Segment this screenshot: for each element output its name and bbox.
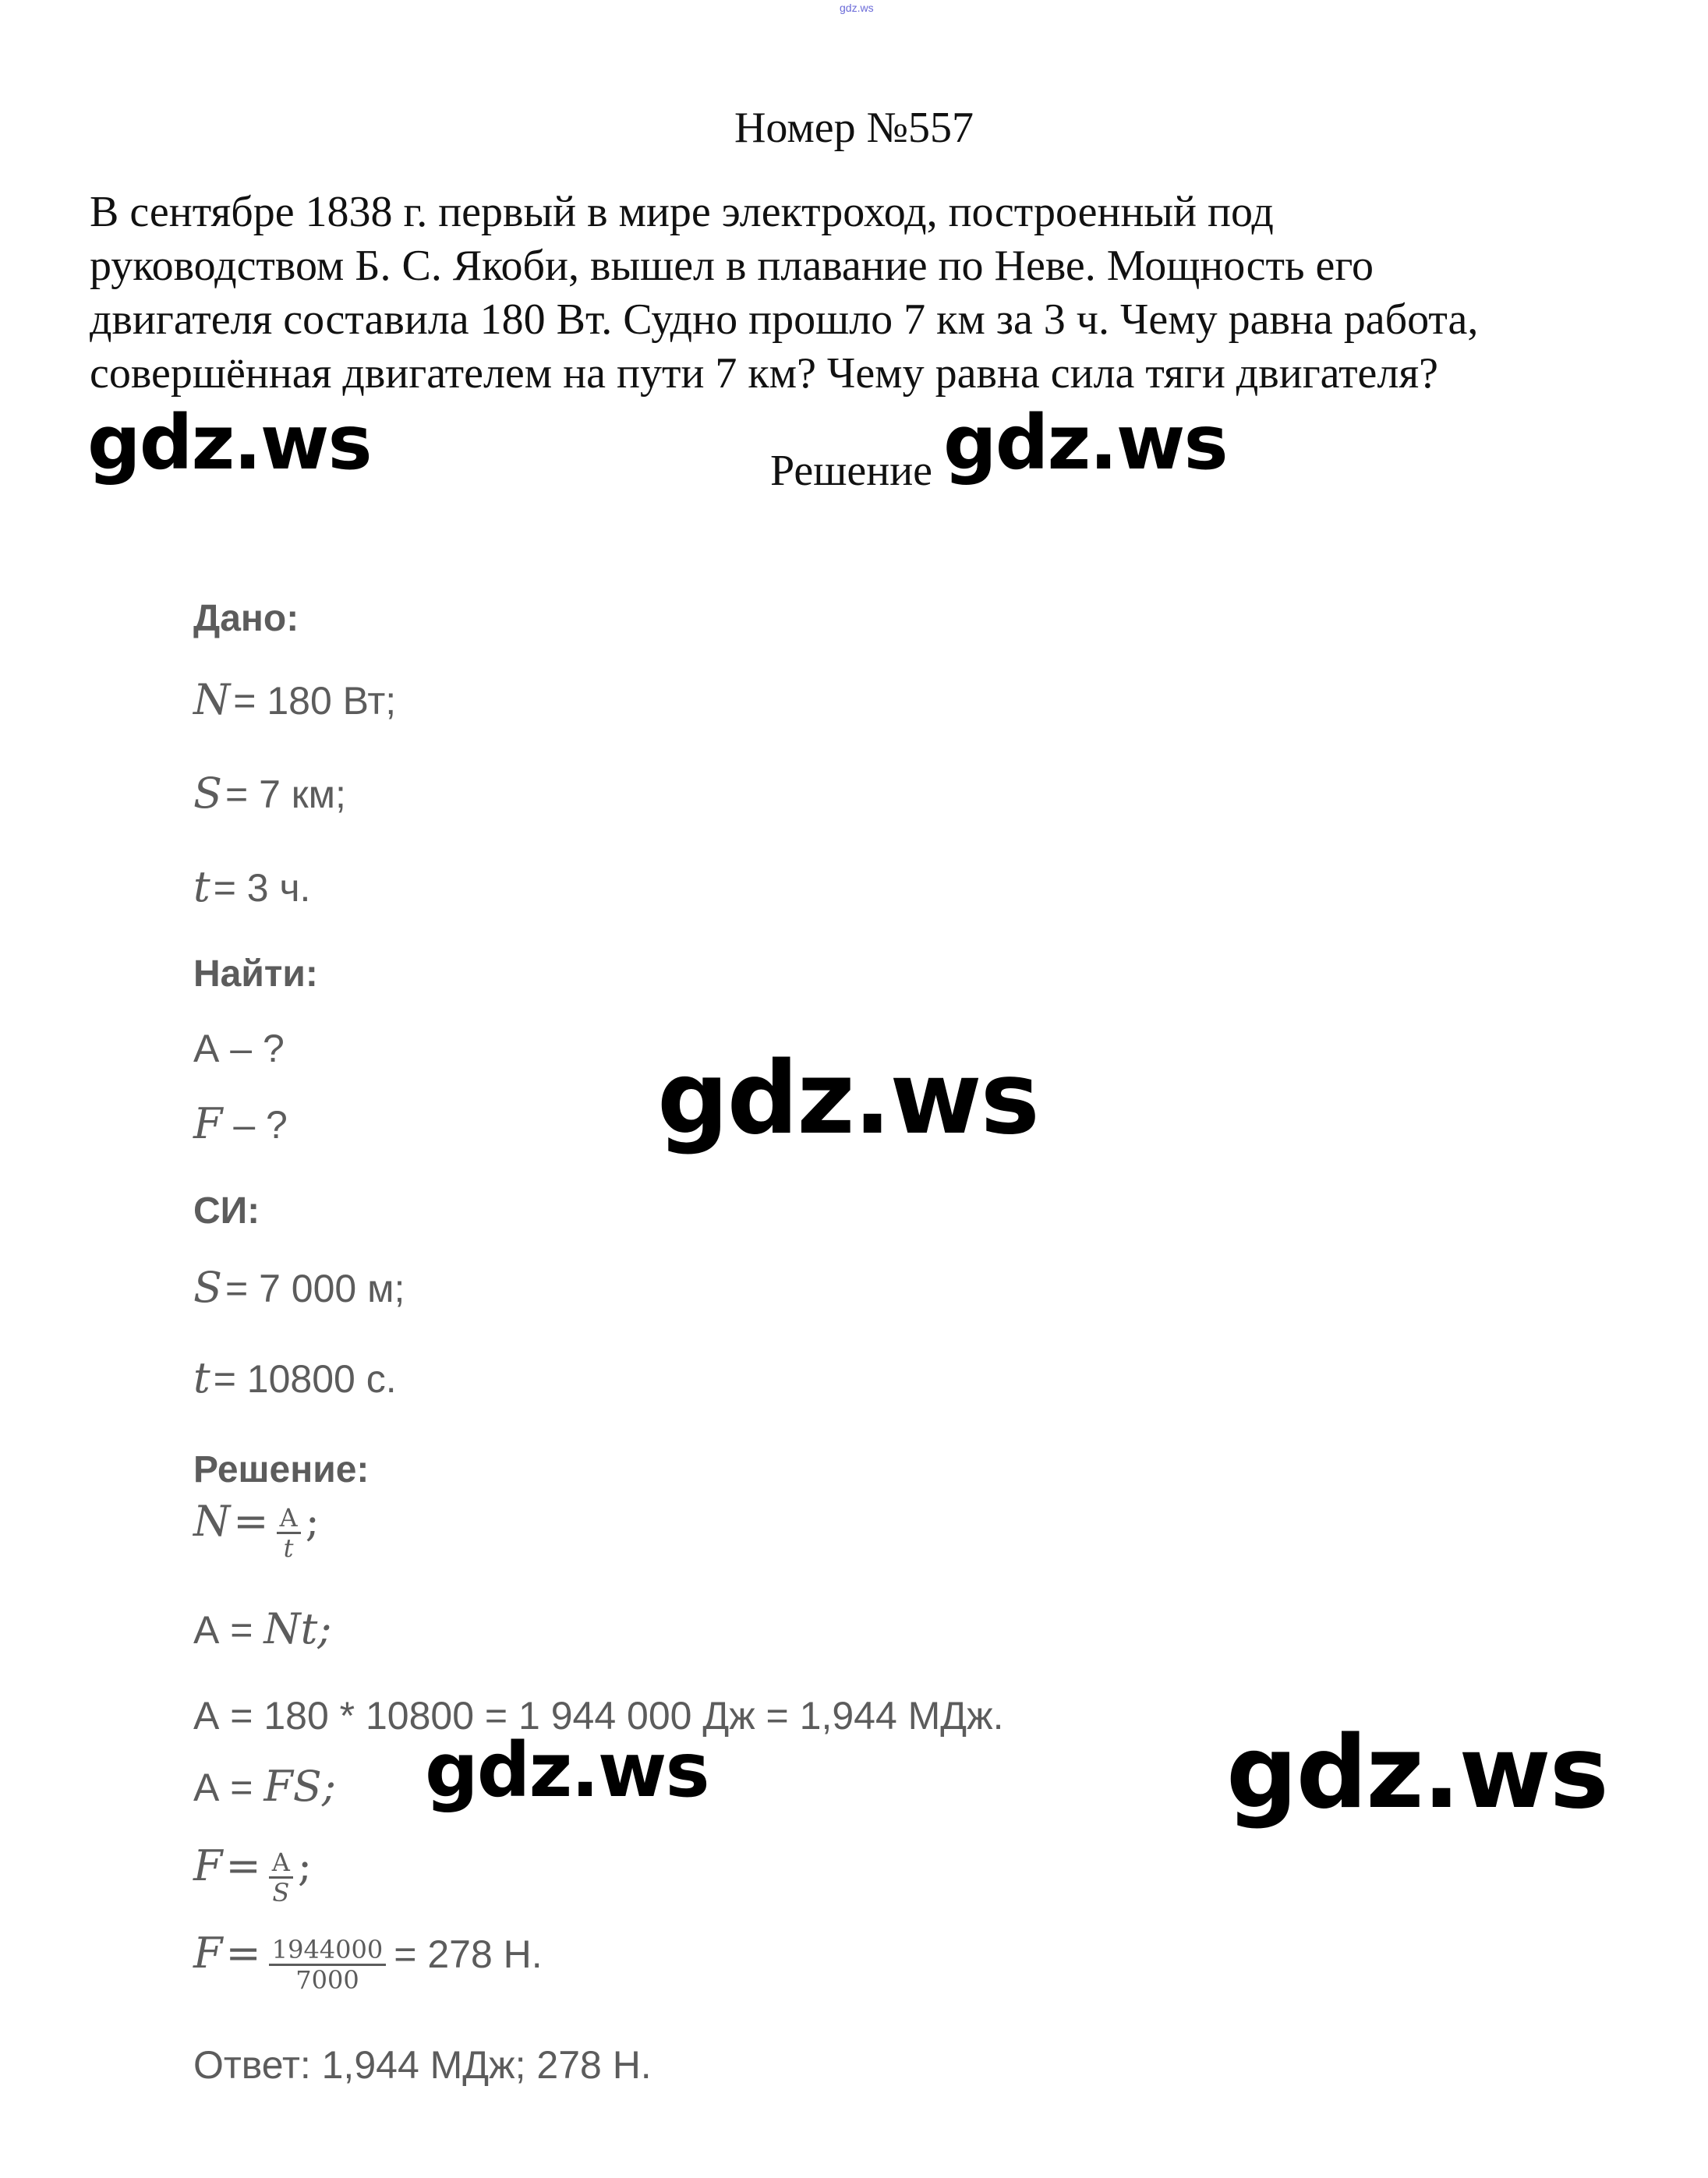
given-label: Дано:: [193, 598, 299, 639]
watermark-logo: gdz.ws: [943, 399, 1227, 486]
fraction: $\frac{1944000}{7000}$: [269, 1936, 387, 1994]
problem-line: совершённая двигателем на пути 7 км? Чему равна сила тяги двигателя?: [90, 349, 1438, 398]
fraction: $\frac{A}{t}$: [277, 1504, 301, 1562]
answer: Ответ: 1,944 МДж; 278 Н.: [193, 2043, 652, 2087]
problem-text: [90, 186, 1633, 401]
equation-work-force: А = FS;: [193, 1762, 337, 1811]
given-distance: S = 7 км;: [193, 769, 346, 818]
find-work: А – ?: [193, 1027, 285, 1070]
given-time: t = 3 ч.: [193, 862, 311, 911]
top-watermark-text: gdz.ws: [840, 2, 874, 14]
find-force: F – ?: [193, 1099, 288, 1148]
problem-line: В сентябре 1838 г. первый в мире электроход, построенный под: [90, 188, 1274, 236]
watermark-logo: gdz.ws: [1226, 1715, 1607, 1831]
equation-work: А = Nt;: [193, 1604, 332, 1653]
si-distance: S = 7 000 м;: [193, 1263, 405, 1312]
equation-force-value: F = $\frac{1944000}{7000}$ = 278 Н.: [193, 1929, 543, 1995]
equation-work-value: А = 180 * 10800 = 1 944 000 Дж = 1,944 МДж.: [193, 1694, 1004, 1738]
equation-power: N = $\frac{A}{t}$ ;: [193, 1497, 320, 1563]
solution-heading: Решение: [770, 447, 933, 495]
watermark-logo: gdz.ws: [425, 1727, 709, 1814]
problem-line: руководством Б. С. Якоби, вышел в плавание по Неве. Мощность его: [90, 242, 1374, 290]
solution-label: Решение:: [193, 1449, 370, 1490]
given-power: N = 180 Вт;: [193, 675, 397, 724]
find-label: Найти:: [193, 953, 318, 995]
watermark-logo: gdz.ws: [87, 399, 371, 486]
fraction: $\frac{A}{S}$: [269, 1848, 293, 1907]
si-time: t = 10800 с.: [193, 1353, 397, 1402]
problem-line: двигателя составила 180 Вт. Судно прошло 7 км за 3 ч. Чему равна работа,: [90, 295, 1479, 344]
equation-force: F = $\frac{A}{S}$ ;: [193, 1841, 313, 1908]
page-title: Номер №557: [734, 104, 974, 152]
watermark-logo: gdz.ws: [657, 1041, 1038, 1157]
si-label: СИ:: [193, 1190, 260, 1232]
